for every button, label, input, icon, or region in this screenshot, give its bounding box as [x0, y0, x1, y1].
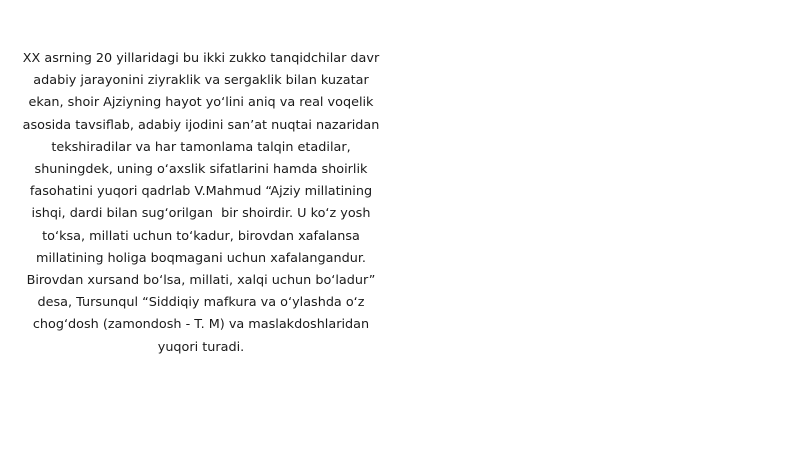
- paragraph-line: tekshiradilar va har tamonlama talqin etadilar,: [51, 139, 351, 155]
- document-paragraph: [20, 48, 382, 359]
- paragraph-line: XX asrning 20 yillaridagi bu ikki zukko tanqidchilar davr: [22, 51, 380, 66]
- paragraph-line: Birovdan xursand bo‘lsa, millati, xalqi uchun bo‘ladur”: [26, 273, 376, 289]
- paragraph-line: yuqori turadi.: [157, 339, 245, 355]
- paragraph-line: adabiy jarayonini ziyraklik va sergaklik bilan kuzatar: [33, 73, 369, 89]
- paragraph-line: fasohatini yuqori qadrlab V.Mahmud “Ajziy millatining: [29, 184, 373, 200]
- paragraph-line: chog‘dosh (zamondosh - T. M) va maslakdoshlaridan: [32, 317, 370, 333]
- paragraph-line: to‘ksa, millati uchun to‘kadur, birovdan xafalansa: [42, 228, 360, 244]
- paragraph-line: ekan, shoir Ajziyning hayot yo‘lini aniq va real voqelik: [28, 95, 374, 111]
- paragraph-line: desa, Tursunqul “Siddiqiy mafkura va o‘ylashda o‘z: [37, 295, 365, 311]
- paragraph-line: asosida tavsiflab, adabiy ijodini san’at nuqtai nazaridan: [22, 117, 380, 133]
- paragraph-line: shuningdek, uning o‘axslik sifatlarini hamda shoirlik: [34, 162, 368, 178]
- paragraph-line: millatining holiga boqmagani uchun xafalangandur.: [36, 250, 366, 266]
- paragraph-line: ishqi, dardi bilan sug‘orilgan bir shoirdir. U ko‘z yosh: [31, 206, 371, 222]
